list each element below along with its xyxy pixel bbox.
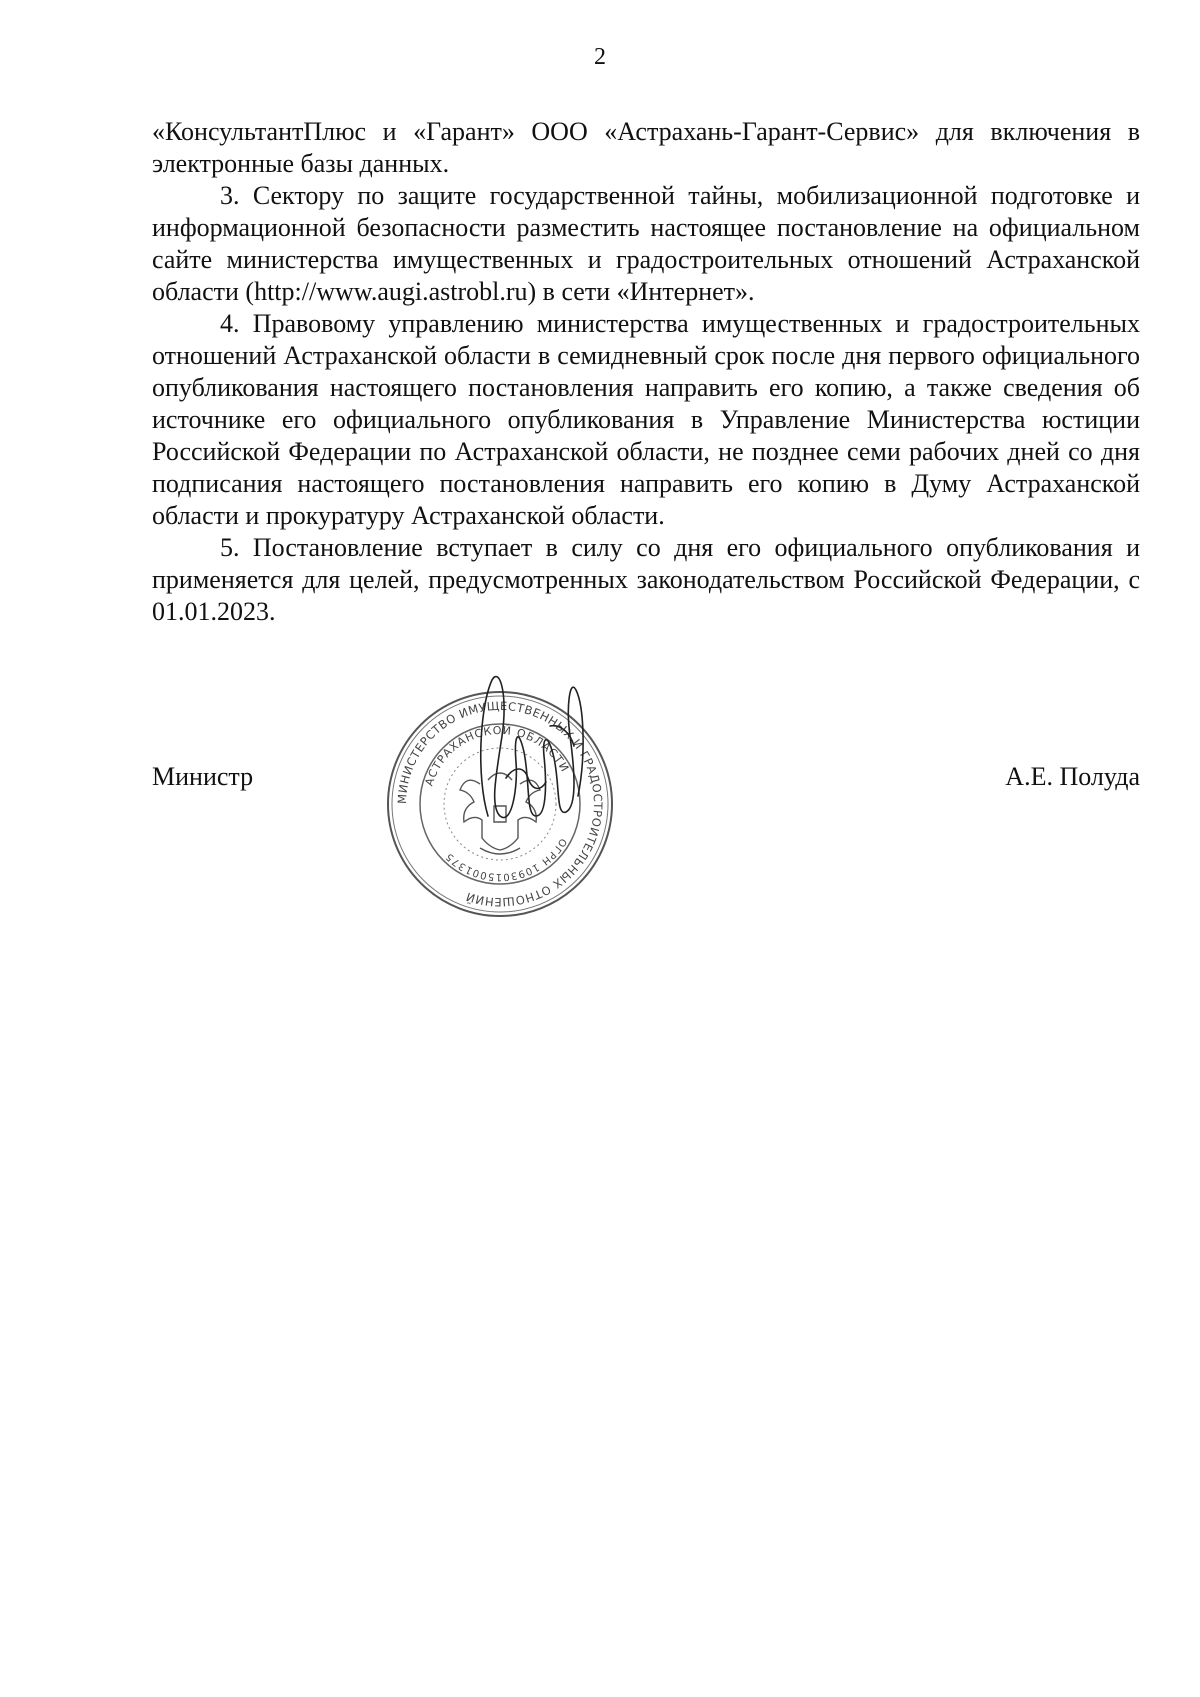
paragraph-3: 3. Сектору по защите государственной тайны, мобилизационной подготовке и информационной безопасности разместить настоящее постановление на официальном сайте министерства имущественных и градостроительных отношений Астраханской области (http://www.augi.astrobl.ru) в сети «Интернет». [152, 181, 1140, 306]
signature-block [152, 684, 1140, 924]
paragraph-5: 5. Постановление вступает в силу со дня его официального опубликования и применяется для целей, предусмотренных законодательством Российской Федерации, с 01.01.2023. [152, 533, 1140, 626]
seal-ogrn-text: ОГРН 1093015001375 [443, 836, 569, 883]
signatory-title: Министр [152, 762, 254, 791]
seal-inner-text: АСТРАХАНСКОЙ ОБЛАСТИ [422, 723, 572, 788]
handwritten-signature [466, 666, 596, 866]
paragraph-4: 4. Правовому управлению министерства имущественных и градостроительных отношений Астраханской области в семидневный срок после дня первого официального опубликования настоящего постановления направить его копию, а также сведения об источнике его официального опубликования в Управление Министерства юстиции Российской Федерации по Астраханской области, не позднее семи рабочих дней со дня подписания настоящего постановления направить его копию в Думу Астраханской области и прокуратуру Астраханской области. [152, 309, 1140, 530]
page-number: 2 [594, 44, 606, 70]
signatory-name: А.Е. Полуда [1005, 762, 1140, 791]
document-body [152, 116, 1140, 628]
paragraph-continuation: «КонсультантПлюс и «Гарант» ООО «Астрахань-Гарант-Сервис» для включения в электронные базы данных. [152, 117, 1140, 178]
seal-outer-text: МИНИСТЕРСТВО ИМУЩЕСТВЕННЫХ И ГРАДОСТРОИТЕЛЬНЫХ ОТНОШЕНИЙ [394, 698, 606, 910]
